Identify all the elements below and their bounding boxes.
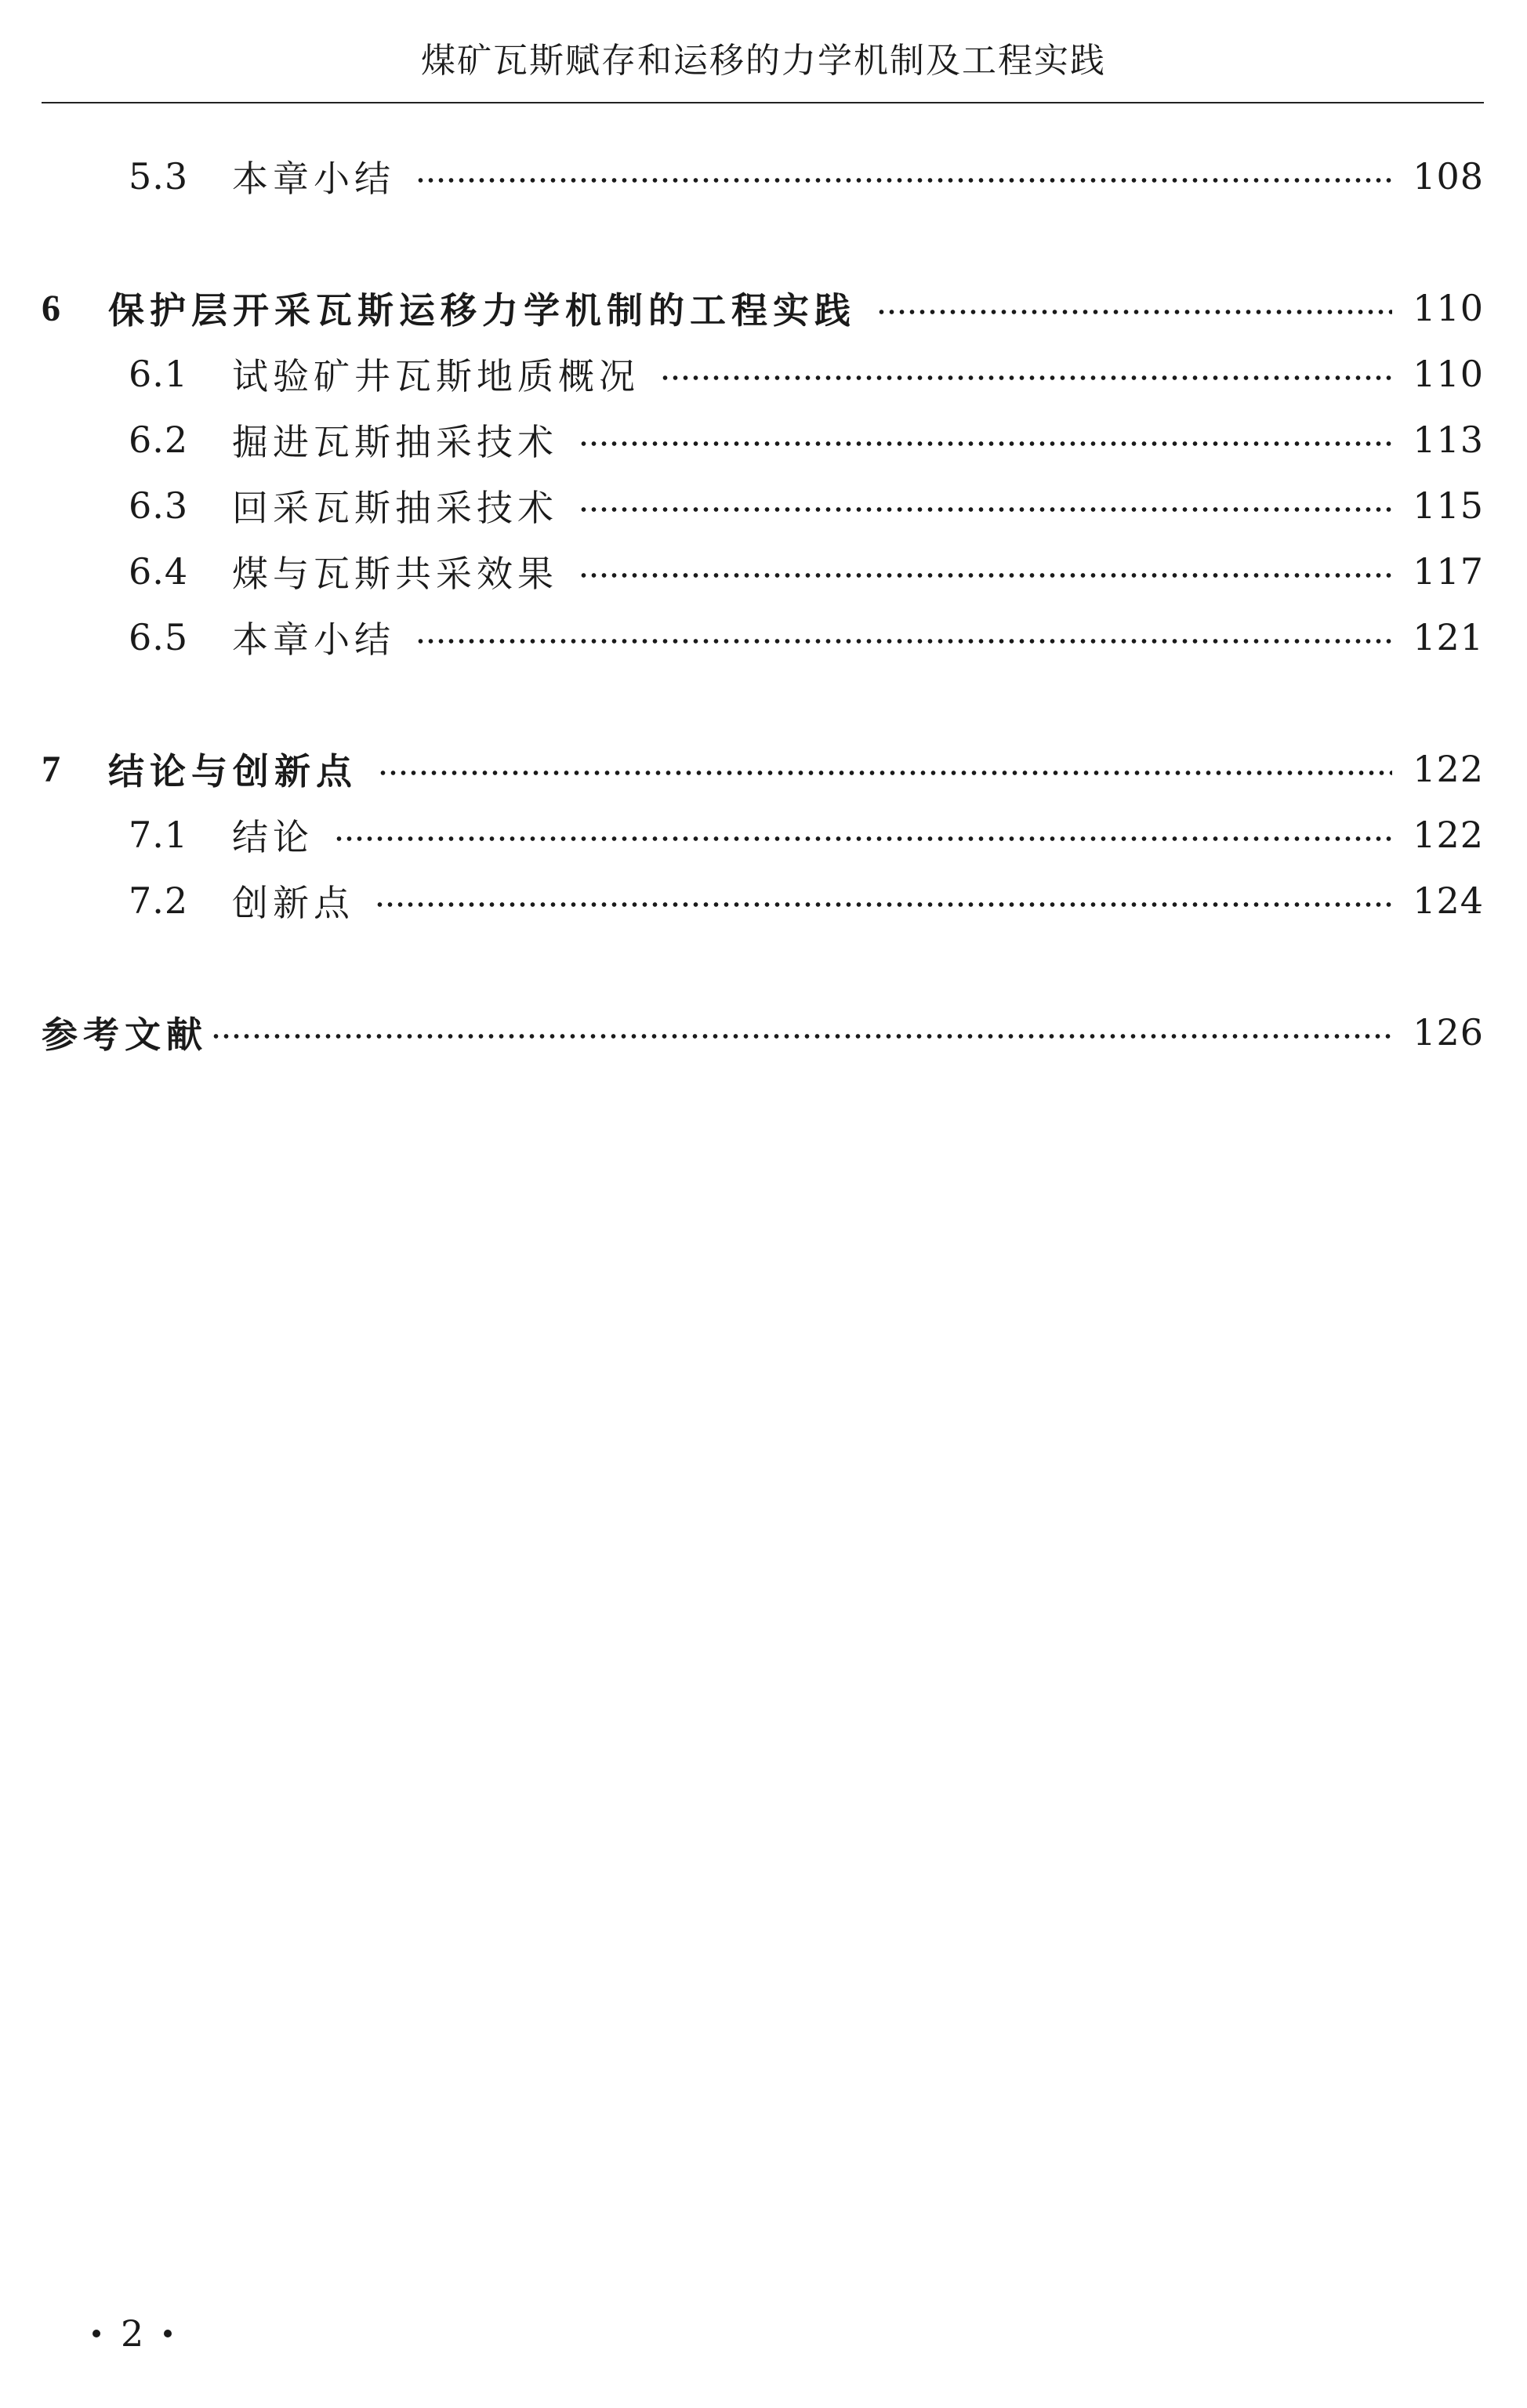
toc-entry-title: 回采瓦斯抽采技术 — [232, 487, 558, 529]
toc-references-title: 参考文献 — [42, 1014, 208, 1056]
toc-references[interactable] — [42, 1005, 1484, 1060]
toc-entry-7-2[interactable] — [42, 873, 1484, 928]
toc-chapter-6[interactable] — [42, 281, 1484, 335]
toc-entry-6-4[interactable] — [42, 544, 1484, 599]
toc-entry-title: 煤与瓦斯共采效果 — [232, 553, 558, 595]
toc-entry-title: 结论 — [232, 816, 314, 858]
dot-leader — [876, 309, 1392, 315]
dot-leader — [211, 1033, 1392, 1039]
toc-entry-6-3[interactable] — [42, 478, 1484, 533]
toc-entry-6-2[interactable] — [42, 412, 1484, 467]
toc-entry-page: 113 — [1413, 419, 1484, 461]
running-header: 煤矿瓦斯赋存和运移的力学机制及工程实践 — [421, 41, 1106, 81]
toc-entry-page: 121 — [1413, 616, 1484, 658]
toc-entry-number: 7.2 — [129, 879, 189, 922]
dot-leader — [415, 638, 1392, 644]
toc-chapter-number: 6 — [42, 287, 60, 329]
toc-entry-page: 108 — [1413, 155, 1484, 198]
page-number: 2 — [121, 2312, 144, 2355]
toc-entry-number: 6.2 — [129, 419, 189, 461]
dot-leader — [660, 375, 1392, 381]
page-folio — [92, 2312, 172, 2355]
toc-entry-number: 6.1 — [129, 353, 189, 395]
toc-chapter-page: 122 — [1413, 748, 1484, 790]
toc-entry-number: 5.3 — [129, 155, 189, 198]
bullet-dot-icon — [92, 2330, 100, 2337]
toc-entry-page: 115 — [1413, 484, 1484, 527]
toc-entry-title: 创新点 — [232, 882, 354, 924]
toc-entry-number: 7.1 — [129, 814, 189, 856]
toc-chapter-title: 结论与创新点 — [108, 750, 357, 792]
toc-chapter-title: 保护层开采瓦斯运移力学机制的工程实践 — [108, 289, 856, 332]
toc-chapter-number: 7 — [42, 748, 60, 790]
dot-leader — [334, 836, 1392, 842]
toc-chapter-page: 110 — [1413, 287, 1484, 329]
toc-entry-6-1[interactable] — [42, 346, 1484, 401]
toc-entry-number: 6.5 — [129, 616, 189, 658]
toc-entry-number: 6.4 — [129, 550, 189, 593]
toc-entry-title: 掘进瓦斯抽采技术 — [232, 421, 558, 463]
toc-entry-number: 6.3 — [129, 484, 189, 527]
dot-leader — [415, 177, 1392, 183]
dot-leader — [579, 572, 1392, 578]
toc-entry-7-1[interactable] — [42, 807, 1484, 862]
toc-entry-title: 本章小结 — [232, 618, 395, 661]
toc-references-page: 126 — [1413, 1011, 1484, 1054]
toc-entry-page: 124 — [1413, 879, 1484, 922]
dot-leader — [375, 901, 1392, 908]
toc-chapter-7[interactable] — [42, 742, 1484, 796]
toc-entry-title: 试验矿井瓦斯地质概况 — [232, 355, 640, 397]
toc-entry-title: 本章小结 — [232, 158, 395, 200]
toc-entry-6-5[interactable] — [42, 610, 1484, 665]
dot-leader — [378, 770, 1392, 776]
toc-entry-5-3[interactable] — [42, 149, 1484, 204]
toc-entry-page: 110 — [1413, 353, 1484, 395]
dot-leader — [579, 441, 1392, 447]
dot-leader — [579, 506, 1392, 513]
toc-entry-page: 122 — [1413, 814, 1484, 856]
bullet-dot-icon — [164, 2330, 172, 2337]
toc-entry-page: 117 — [1413, 550, 1484, 593]
